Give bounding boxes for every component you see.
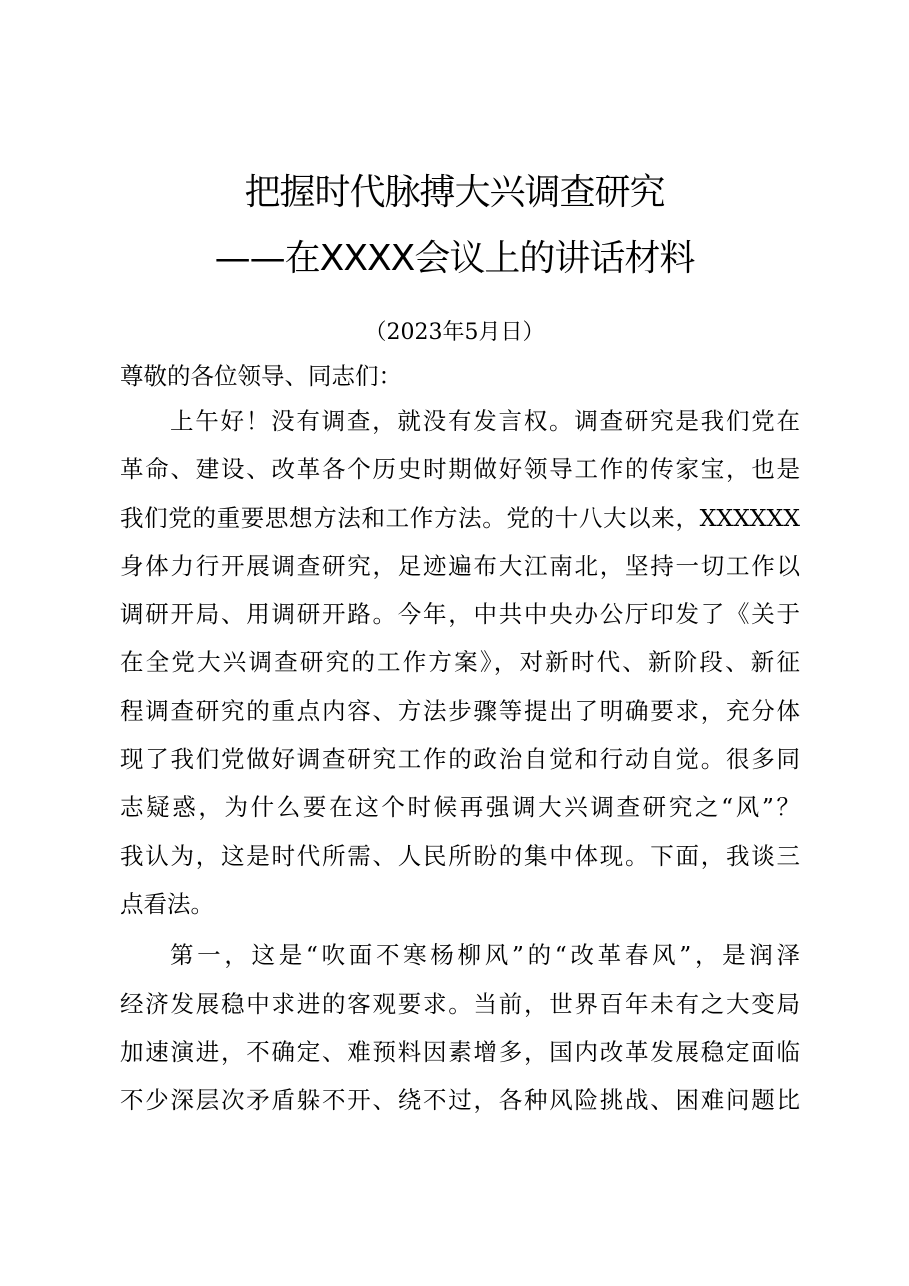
paragraph-line: 加速演进，不确定、难预料因素增多，国内改革发展稳定面临: [120, 1037, 800, 1066]
document-title: 把握时代脉搏大兴调查研究: [244, 172, 665, 213]
paragraph-line: 点看法。: [120, 889, 214, 918]
paragraph-line: 上午好！没有调查，就没有发言权。调查研究是我们党在: [170, 407, 800, 435]
paragraph-line: 志疑惑，为什么要在这个时候再强调大兴调查研究之“风”？: [120, 793, 800, 822]
paragraph-line: 革命、建设、改革各个历史时期做好领导工作的传家宝，也是: [120, 455, 800, 484]
document-subtitle: ——在XXXX会议上的讲话材料: [214, 238, 695, 279]
salutation: 尊敬的各位领导、同志们：: [120, 362, 402, 390]
document-date: （2023年5月日）: [364, 320, 545, 345]
paragraph-line: 经济发展稳中求进的客观要求。当前，世界百年未有之大变局: [120, 989, 800, 1018]
paragraph-1: [120, 397, 800, 928]
paragraph-line: 第一，这是“吹面不寒杨柳风”的“改革春风”，是润泽: [170, 941, 800, 970]
paragraph-line: 不少深层次矛盾躲不开、绕不过，各种风险挑战、困难问题比: [120, 1086, 800, 1115]
paragraph-2: [120, 931, 800, 1124]
paragraph-line: 在全党大兴调查研究的工作方案》，对新时代、新阶段、新征: [120, 648, 800, 677]
paragraph-line: 程调查研究的重点内容、方法步骤等提出了明确要求，充分体: [120, 696, 800, 725]
document-body: [120, 355, 800, 1124]
paragraph-line: 现了我们党做好调查研究工作的政治自觉和行动自觉。很多同: [120, 745, 800, 774]
paragraph-line: 我们党的重要思想方法和工作方法。党的十八大以来，XXXXXX: [120, 503, 800, 532]
paragraph-line: 身体力行开展调查研究，足迹遍布大江南北，坚持一切工作以: [120, 551, 800, 580]
paragraph-line: 调研开局、用调研开路。今年，中共中央办公厅印发了《关于: [120, 600, 800, 629]
paragraph-line: 我认为，这是时代所需、人民所盼的集中体现。下面，我谈三: [120, 841, 800, 870]
